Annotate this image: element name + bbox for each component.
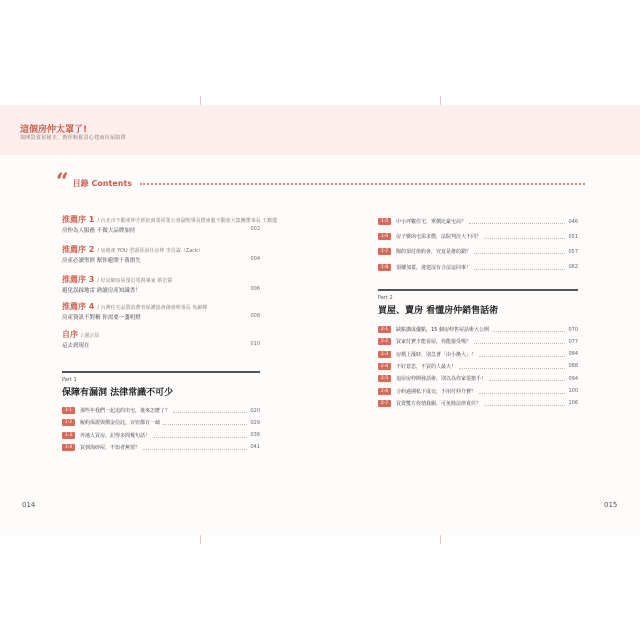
- toc-label: 目錄 Contents: [72, 178, 133, 188]
- chapter-page: 106: [568, 400, 578, 407]
- preface-author: / 謝宗原: [81, 333, 100, 339]
- preface-title: 房仲為人服務 不做大品牌加持: [62, 228, 136, 234]
- chapter-badge: 1-2: [62, 419, 75, 426]
- chapter-title: 外地人買房，記得多問幾句話！: [80, 432, 151, 439]
- dot-leader: [479, 352, 565, 357]
- preface-title-line: [62, 313, 260, 321]
- preface-entry: [62, 301, 260, 321]
- chapter-title: 買到海砂屋，不知者無罪？: [80, 444, 141, 451]
- left-page-number: 014: [22, 501, 36, 509]
- header-band: [0, 105, 640, 155]
- dot-leader: [163, 420, 247, 425]
- preface-tag: 推薦序 1: [62, 215, 95, 224]
- chapter-badge: 1-3: [62, 432, 75, 439]
- chapter-title: 不好意思，不買的人最大！: [396, 363, 457, 370]
- chapter-entry: [378, 247, 578, 256]
- dot-leader: [479, 389, 565, 394]
- part2-rule: [378, 289, 578, 291]
- crop-mark: [200, 535, 201, 544]
- preface-entry: [62, 329, 260, 349]
- part1-title: 保障有漏洞 法律常識不可少: [62, 388, 174, 398]
- chapter-title: 中小坪數住宅，單價比豪宅高？: [396, 219, 467, 225]
- preface-entry: [62, 244, 260, 264]
- chapter-entry: [378, 362, 578, 371]
- dot-leader: [143, 445, 247, 450]
- chapter-badge: 2-5: [378, 375, 391, 382]
- dot-leader: [474, 265, 565, 270]
- toc-dotted-rule: [140, 183, 585, 185]
- dot-leader: [153, 433, 247, 438]
- chapter-badge: 2-7: [378, 400, 391, 407]
- dot-leader: [173, 408, 247, 413]
- chapter-badge: 1-1: [62, 407, 75, 414]
- quote-icon: “: [56, 169, 69, 195]
- chapter-title: 合約過期私下成交，不用付仲介費？: [396, 388, 477, 395]
- chapter-page: 051: [568, 233, 578, 240]
- chapter-page: 036: [250, 432, 260, 439]
- preface-tag: 推薦序 3: [62, 275, 95, 284]
- preface-title-line: [62, 226, 260, 234]
- dot-leader: [469, 219, 565, 224]
- part2-title: 買屋、賣房 看懂房仲銷售話術: [378, 306, 499, 316]
- crop-mark: [440, 535, 441, 544]
- toc-heading: [56, 169, 133, 195]
- preface-title-line: [62, 256, 260, 264]
- chapter-badge: 1-4: [62, 444, 75, 451]
- preface-author: / 台北市不動產仲介經紀商業同業公會副理事長暨東龍不動產大集團董事長 王應龍: [97, 218, 278, 224]
- preface-page: 010: [250, 341, 260, 347]
- book-subtitle: 揭開買賣屋秘辛，教你輕鬆買心建商坑屋陷阱: [20, 135, 127, 141]
- chapter-page: 088: [568, 363, 578, 370]
- chapter-title: 買家付費才能看屋，你能接受嗎？: [396, 339, 472, 346]
- preface-title: 這去到現在: [62, 343, 90, 349]
- chapter-title: 頂樓加蓋，違建沒有合法這回事！: [396, 264, 472, 271]
- chapter-badge: 2-6: [378, 388, 391, 395]
- preface-byline: [62, 244, 260, 255]
- chapter-entry: [62, 418, 260, 427]
- chapter-page: 046: [568, 218, 578, 225]
- crop-mark: [440, 96, 441, 105]
- chapter-page: 057: [568, 248, 578, 255]
- chapter-badge: 2-2: [378, 338, 391, 345]
- preface-byline: [62, 301, 260, 312]
- preface-page: 008: [250, 313, 260, 319]
- preface-byline: [62, 329, 260, 340]
- chapter-badge: 1-5: [378, 218, 391, 225]
- part2-number: Part 2: [378, 295, 393, 301]
- preface-title: 房產必讀聖經 幫你避開千萬損失: [62, 258, 141, 264]
- chapter-entry: [378, 374, 578, 383]
- chapter-entry: [378, 350, 578, 359]
- preface-tag: 推薦序 4: [62, 302, 95, 311]
- chapter-badge: 2-4: [378, 363, 391, 370]
- dot-leader: [492, 327, 565, 332]
- chapter-entry: [62, 406, 260, 415]
- dot-leader: [489, 376, 565, 381]
- preface-author: / 好房網房屋預訂電視專家 蔡宏儒: [97, 278, 173, 284]
- preface-title: 避免誤踩地雷 熟讀房產知識書！: [62, 288, 141, 294]
- chapter-page: 062: [568, 264, 578, 271]
- chapter-entry: [62, 443, 260, 452]
- chapter-entry: [378, 232, 578, 241]
- dot-leader: [459, 364, 565, 369]
- chapter-title: 缺點講成優點，15 個房仲售屋話術大公開: [396, 327, 489, 333]
- chapter-page: 070: [568, 326, 578, 333]
- preface-author: / 台灣住宅品質消費者保護協會創會理事長 吳錦輝: [97, 305, 208, 311]
- chapter-title: 陶的頂付值約會，究竟是誰的錯？: [396, 249, 472, 256]
- book-title: 這個房仲太罩了!: [20, 125, 88, 135]
- chapter-badge: 1-8: [378, 264, 391, 271]
- chapter-entry: [378, 399, 578, 408]
- dot-leader: [484, 401, 565, 406]
- chapter-page: 029: [250, 419, 260, 426]
- chapter-title: 那些年我們一起追的出宅，後來怎麼了？: [80, 408, 171, 414]
- chapter-page: 094: [568, 375, 578, 382]
- chapter-entry: [378, 387, 578, 396]
- preface-tag: 推薦序 2: [62, 245, 95, 254]
- preface-title: 房產資訊不對稱 你需要一盞明燈: [62, 315, 141, 321]
- dot-leader: [484, 234, 565, 239]
- chapter-badge: 1-7: [378, 248, 391, 255]
- dot-leader: [474, 249, 565, 254]
- chapter-page: 077: [568, 338, 578, 345]
- preface-page: 002: [250, 226, 260, 232]
- part1-rule: [62, 371, 260, 373]
- crop-mark: [200, 96, 201, 105]
- chapter-page: 084: [568, 351, 578, 358]
- dot-leader: [474, 339, 565, 344]
- preface-tag: 自序: [62, 330, 78, 339]
- chapter-title: 履約保證與價金信託，百密都有一疏: [80, 420, 161, 427]
- preface-byline: [62, 274, 260, 285]
- chapter-title: 房子變凶宅需求償，法院判決大不同？: [396, 234, 482, 241]
- chapter-title: 追屋房仲開發話術，別以為你家很搶手！: [396, 376, 487, 383]
- right-page-number: 015: [604, 501, 618, 509]
- chapter-entry: [378, 263, 578, 272]
- preface-title-line: [62, 286, 260, 294]
- preface-entry: [62, 274, 260, 294]
- chapter-badge: 2-3: [378, 351, 391, 358]
- preface-page: 006: [250, 286, 260, 292]
- chapter-entry: [378, 325, 578, 334]
- part1-number: Part 1: [62, 377, 77, 383]
- preface-byline: [62, 214, 277, 225]
- chapter-entry: [378, 217, 578, 226]
- chapter-title: 買賣雙方你情我願，可免除法律責任？: [396, 400, 482, 407]
- chapter-title: 房價上漲時，別急著「由小換大」！: [396, 351, 477, 358]
- chapter-page: 041: [250, 444, 260, 451]
- chapter-entry: [378, 337, 578, 346]
- chapter-page: 100: [568, 388, 578, 394]
- preface-author: / 房地產 YOU 型頭哥前任房仲 李昌霖（Zack）: [97, 248, 203, 254]
- chapter-page: 020: [250, 407, 260, 414]
- preface-page: 004: [250, 256, 260, 262]
- preface-entry: [62, 214, 277, 234]
- chapter-badge: 2-1: [378, 326, 391, 333]
- chapter-badge: 1-6: [378, 233, 391, 240]
- chapter-entry: [62, 431, 260, 440]
- preface-title-line: [62, 341, 260, 349]
